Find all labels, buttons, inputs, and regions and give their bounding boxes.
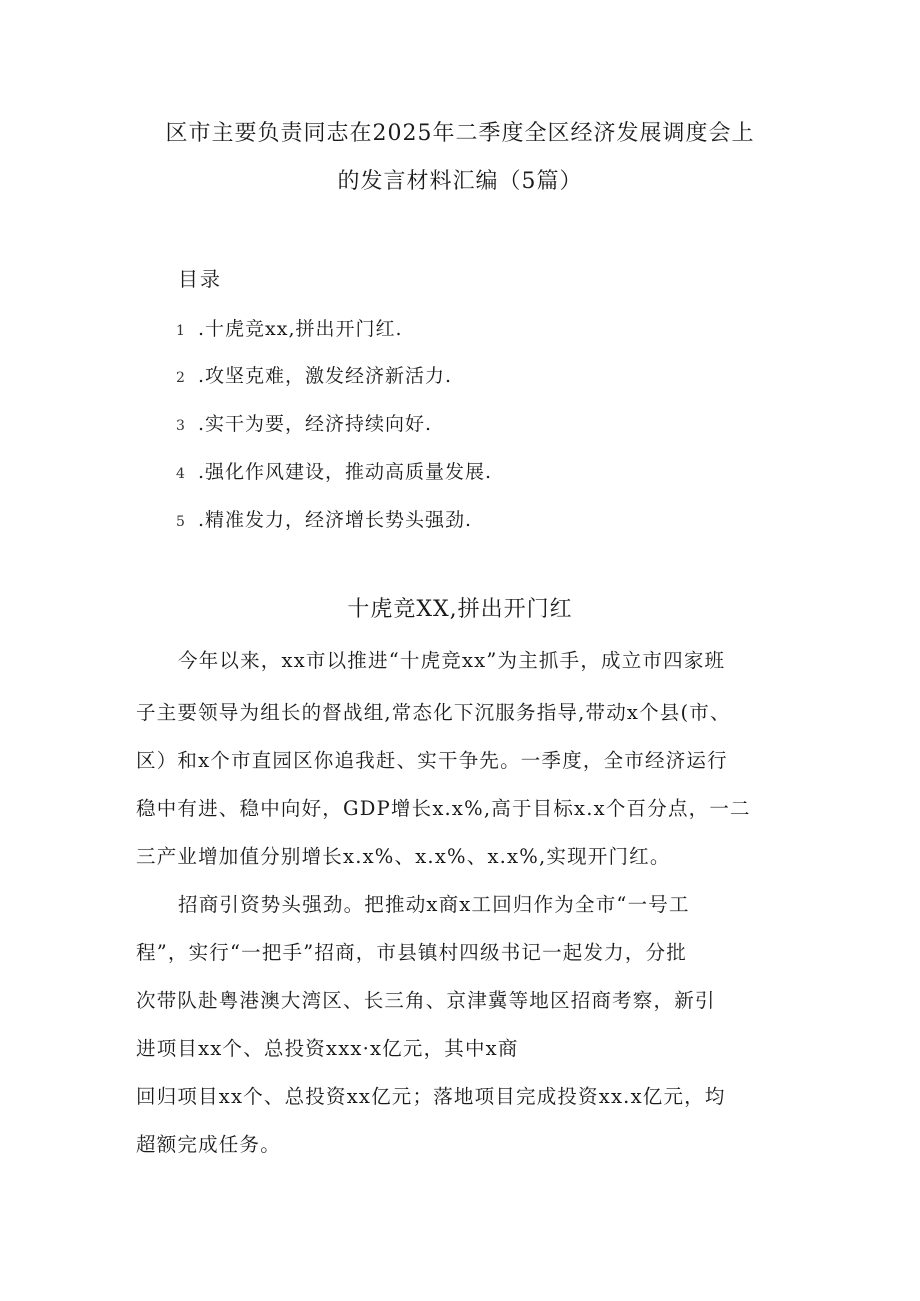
body-line: 三产业增加值分别增长x.x%、x.x%、x.x%,实现开门红。 xyxy=(136,845,671,868)
body-line: 区）和x个市直园区你追我赶、实干争先。一季度，全市经济运行 xyxy=(136,749,728,772)
toc-item-number: 2 xyxy=(176,370,186,386)
toc-item-text: .十虎竞xx,拼出开门红. xyxy=(198,318,403,340)
toc-item xyxy=(176,457,492,484)
document-title-line-1: 区市主要负责同志在2025年二季度全区经济发展调度会上 xyxy=(165,121,755,146)
toc-item-text: .实干为要，经济持续向好. xyxy=(198,413,433,435)
body-line: 程”，实行“一把手”招商，市县镇村四级书记一起发力，分批 xyxy=(136,941,688,964)
body-line: 进项目xx个、总投资xxx·x亿元，其中x商 xyxy=(136,1037,519,1060)
toc-heading: 目录 xyxy=(178,267,222,291)
toc-item xyxy=(176,361,452,388)
toc-item-number: 1 xyxy=(176,323,186,339)
toc-item xyxy=(176,314,403,341)
toc-item-text: .强化作风建设，推动高质量发展. xyxy=(198,461,493,483)
toc-item-text: .精准发力，经济增长势头强劲. xyxy=(198,509,473,531)
document-title-line-2: 的发言材料汇编（5篇） xyxy=(337,169,583,194)
section-heading: 十虎竞XX,拼出开门红 xyxy=(347,597,573,622)
toc-item-text: .攻坚克难，激发经济新活力. xyxy=(198,365,453,387)
body-line: 次带队赴粤港澳大湾区、长三角、京津冀等地区招商考察，新引 xyxy=(136,989,716,1012)
body-line: 招商引资势头强劲。把推动x商x工回归作为全市“一号工 xyxy=(178,893,690,916)
body-line: 回归项目xx个、总投资xx亿元；落地项目完成投资xx.x亿元，均 xyxy=(136,1085,726,1108)
body-line: 稳中有进、稳中向好，GDP增长x.x%,高于目标x.x个百分点，一二 xyxy=(136,797,751,820)
body-line: 超额完成任务。 xyxy=(136,1133,281,1156)
body-line: 子主要领导为组长的督战组,常态化下沉服务指导,带动x个县(市、 xyxy=(136,701,731,724)
toc-item-number: 5 xyxy=(176,514,186,530)
toc-item xyxy=(176,409,432,436)
toc-item xyxy=(176,505,472,532)
toc-item-number: 4 xyxy=(176,466,186,482)
toc-item-number: 3 xyxy=(176,418,186,434)
body-line: 今年以来，xx市以推进“十虎竞xx”为主抓手，成立市四家班 xyxy=(178,649,726,672)
